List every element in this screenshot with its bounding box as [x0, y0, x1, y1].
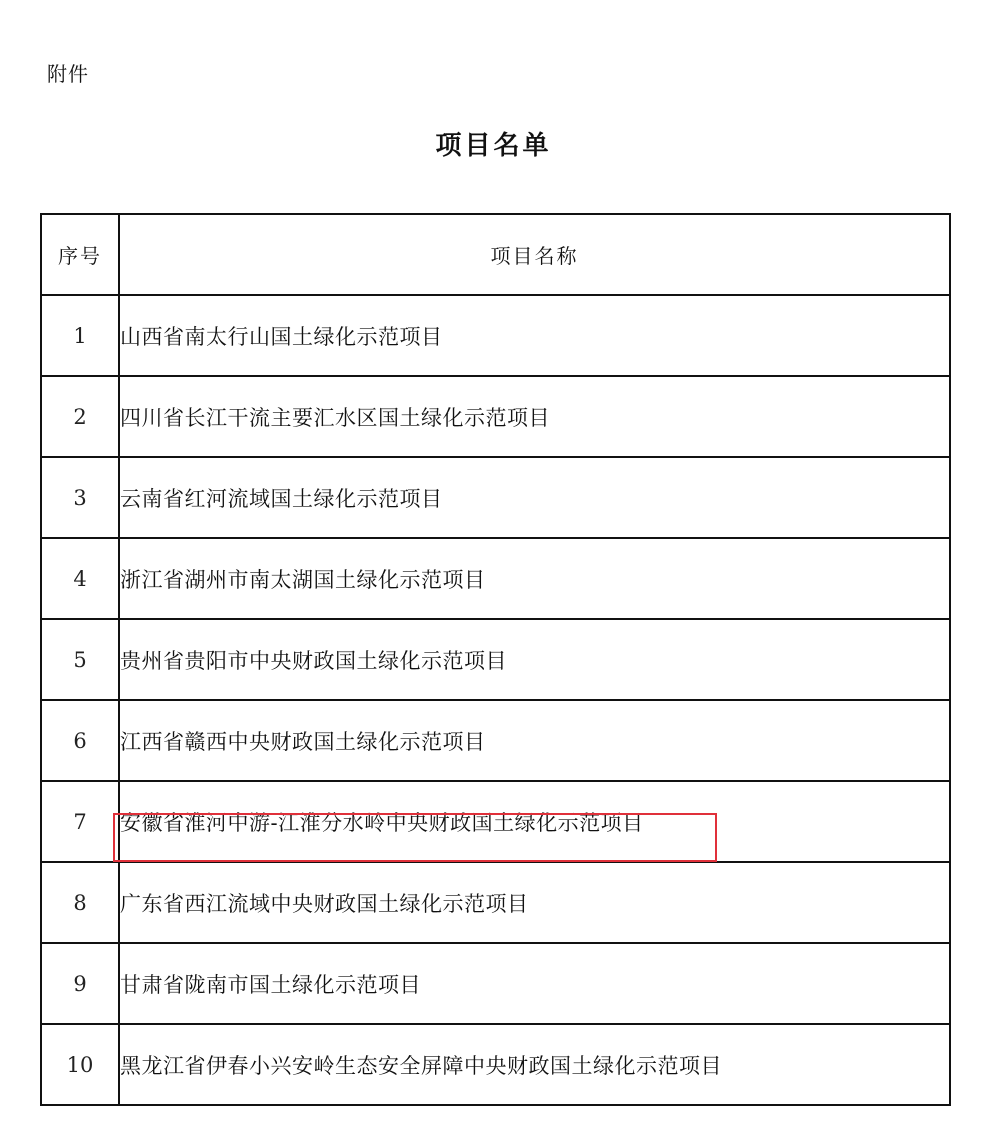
- table-row: [41, 700, 950, 781]
- table-header-row: [41, 214, 950, 295]
- row-number: 7: [41, 781, 119, 862]
- row-number: 8: [41, 862, 119, 943]
- row-number: 6: [41, 700, 119, 781]
- project-name: 浙江省湖州市南太湖国土绿化示范项目: [119, 538, 950, 619]
- project-name: 甘肃省陇南市国土绿化示范项目: [119, 943, 950, 1024]
- project-name: 广东省西江流域中央财政国土绿化示范项目: [119, 862, 950, 943]
- document-title: 项目名单: [435, 131, 552, 161]
- project-name: 黑龙江省伊春小兴安岭生态安全屏障中央财政国土绿化示范项目: [119, 1024, 950, 1105]
- row-number: 3: [41, 457, 119, 538]
- project-name: 四川省长江干流主要汇水区国土绿化示范项目: [119, 376, 950, 457]
- table-row: [41, 619, 950, 700]
- project-name: 云南省红河流域国土绿化示范项目: [119, 457, 950, 538]
- table-row: [41, 457, 950, 538]
- row-number: 1: [41, 295, 119, 376]
- column-header-name: 项目名称: [119, 214, 950, 295]
- table-row: [41, 943, 950, 1024]
- table-row: [41, 538, 950, 619]
- table-row: [41, 376, 950, 457]
- table-row: [41, 1024, 950, 1105]
- row-number: 2: [41, 376, 119, 457]
- table-row: [41, 295, 950, 376]
- row-number: 4: [41, 538, 119, 619]
- project-name: 贵州省贵阳市中央财政国土绿化示范项目: [119, 619, 950, 700]
- column-header-number: 序号: [41, 214, 119, 295]
- table-row: [41, 862, 950, 943]
- row-number: 5: [41, 619, 119, 700]
- project-name-highlighted: 安徽省淮河中游-江淮分水岭中央财政国土绿化示范项目: [119, 781, 950, 862]
- attachment-label: 附件: [47, 62, 89, 86]
- project-name: 江西省赣西中央财政国土绿化示范项目: [119, 700, 950, 781]
- row-number: 10: [41, 1024, 119, 1105]
- project-list-table: [40, 213, 951, 1106]
- project-name: 山西省南太行山国土绿化示范项目: [119, 295, 950, 376]
- row-number: 9: [41, 943, 119, 1024]
- table-row-highlighted: [41, 781, 950, 862]
